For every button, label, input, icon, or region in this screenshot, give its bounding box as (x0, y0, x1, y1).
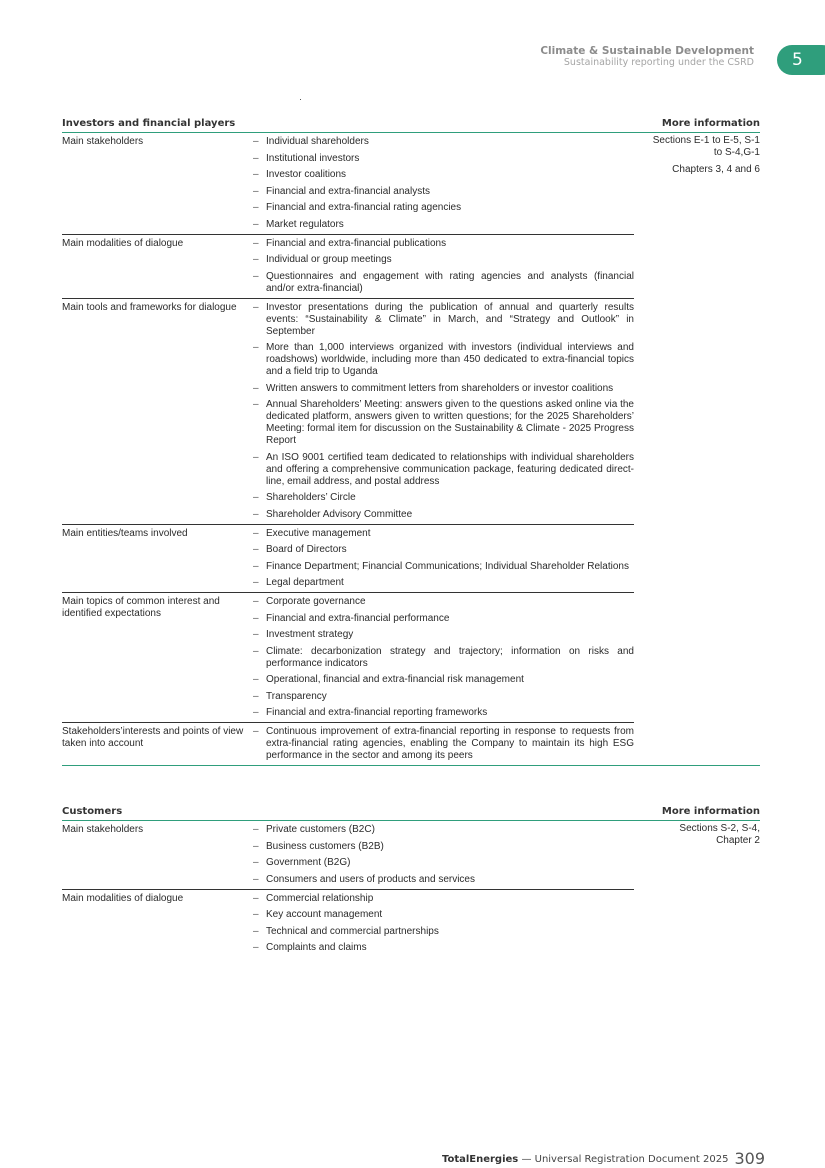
list-item: – Financial and extra-financial rating agencies (252, 202, 634, 214)
list-item: – Legal department (252, 577, 634, 589)
table-row (62, 298, 634, 524)
list-item: – Finance Department; Financial Communications; Individual Shareholder Relations (252, 561, 634, 573)
row-label: Main stakeholders (62, 136, 144, 147)
more-info-line: Chapter 2 (716, 835, 760, 846)
investors-table (62, 133, 760, 766)
table-row (62, 889, 634, 958)
row-items (252, 595, 634, 719)
list-item: – Investor presentations during the publication of annual and quarterly results events: “Sustainability & Climate” in March, and “Strategy and Outlook” in September (252, 302, 634, 338)
list-item: – Questionnaires and engagement with rating agencies and analysts (financial and/or extra-financial) (252, 271, 634, 295)
page-footer (442, 1149, 765, 1168)
list-item: – Annual Shareholders’ Meeting: answers given to the questions asked online via the dedicated platform, answers given to written questions; for the 2025 Shareholders’ Meeting: formal item for discussion on the Sustainability & Climate - 2025 Progress Report (252, 399, 634, 447)
customers-more-info-heading: More information (661, 806, 760, 817)
list-item: – Market regulators (252, 219, 634, 231)
list-item: – Commercial relationship (252, 893, 634, 905)
table-row (62, 722, 634, 765)
customers-rows (62, 821, 634, 957)
running-header (540, 45, 754, 68)
row-items (252, 823, 634, 886)
row-items (252, 135, 634, 231)
list-item: – Financial and extra-financial reporting frameworks (252, 707, 634, 719)
more-info-line: Sections S-2, S-4, (679, 823, 760, 834)
table-row (62, 234, 634, 298)
list-item: – Institutional investors (252, 153, 634, 165)
investors-section-header (62, 118, 760, 133)
list-item: – Investor coalitions (252, 169, 634, 181)
investors-more-info-heading: More information (661, 118, 760, 129)
list-item: – Executive management (252, 528, 634, 540)
list-item: – Consumers and users of products and services (252, 874, 634, 886)
investors-section (62, 118, 760, 766)
list-item: – Climate: decarbonization strategy and trajectory; information on risks and performance indicators (252, 646, 634, 670)
row-items (252, 301, 634, 521)
table-row (62, 524, 634, 593)
page-number: 309 (734, 1149, 765, 1168)
list-item: – Private customers (B2C) (252, 824, 634, 836)
customers-more-info (630, 823, 760, 852)
chapter-tab: 5 (777, 45, 825, 75)
list-item: – Government (B2G) (252, 857, 634, 869)
list-item: – Complaints and claims (252, 942, 634, 954)
list-item: – Transparency (252, 691, 634, 703)
customers-section-header (62, 806, 760, 821)
row-items (252, 892, 634, 955)
row-label: Main modalities of dialogue (62, 237, 184, 249)
customers-heading: Customers (62, 806, 123, 817)
list-item: – Financial and extra-financial analysts (252, 186, 634, 198)
footer-document: — Universal Registration Document 2025 (518, 1154, 729, 1165)
list-item: – Operational, financial and extra-financial risk management (252, 674, 634, 686)
list-item: – Continuous improvement of extra-financial reporting in response to requests from extra-financial rating agencies, enabling the Company to maintain its high ESG performance in the sector and among its peers (252, 726, 634, 762)
row-label: Main tools and frameworks for dialogue (62, 301, 237, 313)
table-row (62, 592, 634, 722)
footer-company: TotalEnergies (441, 1154, 519, 1165)
list-item: – Financial and extra-financial performance (252, 613, 634, 625)
table-row (62, 821, 634, 889)
list-item: – An ISO 9001 certified team dedicated to relationships with individual shareholders and offering a comprehensive communication package, featuring dedicated direct-line, email address, and postal address (252, 452, 634, 488)
investors-rows (62, 133, 634, 765)
row-items (252, 725, 634, 762)
more-info-line: Chapters 3, 4 and 6 (672, 163, 760, 175)
list-item: – Financial and extra-financial publications (252, 238, 634, 250)
table-row (62, 133, 634, 234)
header-title: Climate & Sustainable Development (540, 45, 754, 57)
customers-table (62, 821, 760, 957)
stray-dot (300, 99, 301, 100)
list-item: – Board of Directors (252, 544, 634, 556)
row-items (252, 237, 634, 295)
list-item: – Technical and commercial partnerships (252, 926, 634, 938)
customers-section (62, 806, 760, 957)
list-item: – Key account management (252, 909, 634, 921)
row-items (252, 527, 634, 590)
list-item: – Written answers to commitment letters from shareholders or investor coalitions (252, 383, 634, 395)
investors-more-info (630, 135, 760, 180)
list-item: – Shareholder Advisory Committee (252, 509, 634, 521)
row-label: Main topics of common interest and identified expectations (62, 596, 220, 619)
investors-heading: Investors and financial players (62, 118, 236, 129)
list-item: – Individual shareholders (252, 136, 634, 148)
row-label: Main entities/teams involved (62, 527, 188, 539)
list-item: – More than 1,000 interviews organized with investors (individual interviews and roadshows) worldwide, including more than 450 dedicated to extra-financial topics and a field trip to Uganda (252, 342, 634, 378)
header-subtitle: Sustainability reporting under the CSRD (563, 57, 754, 68)
list-item: – Individual or group meetings (252, 254, 634, 266)
list-item: – Corporate governance (252, 596, 634, 608)
row-label: Main stakeholders (62, 824, 144, 835)
list-item: – Shareholders’ Circle (252, 492, 634, 504)
row-label: Stakeholders’interests and points of view taken into account (62, 726, 244, 749)
more-info-line: Sections E-1 to E-5, S-1 (652, 135, 760, 146)
more-info-line: to S-4,G-1 (713, 147, 760, 158)
list-item: – Investment strategy (252, 629, 634, 641)
row-label: Main modalities of dialogue (62, 892, 184, 904)
list-item: – Business customers (B2B) (252, 841, 634, 853)
